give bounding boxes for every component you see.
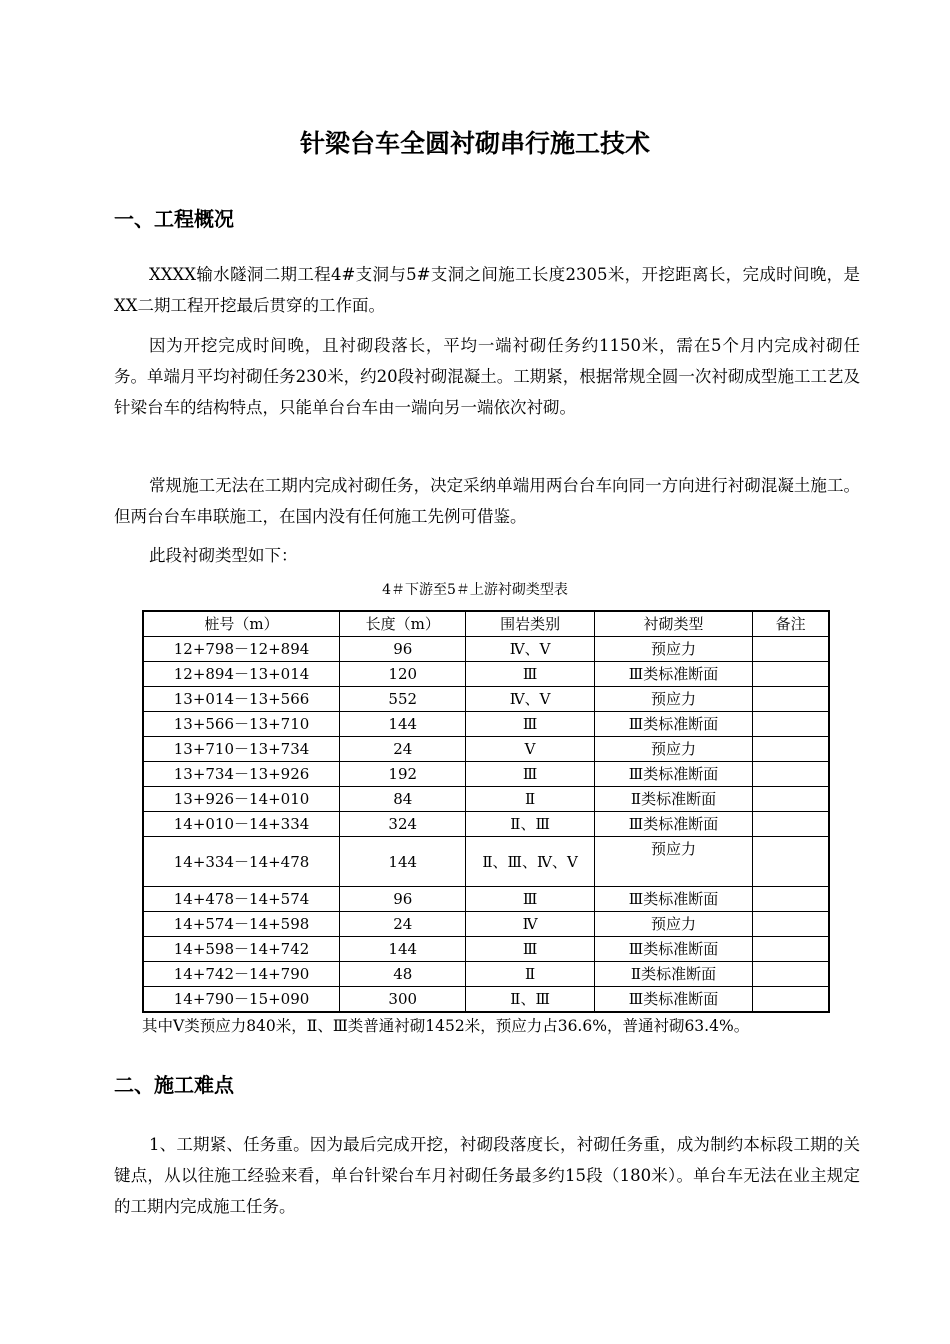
- table-cell: 192: [340, 762, 466, 787]
- table-cell: 13+014－13+566: [143, 687, 340, 712]
- table-cell: Ⅲ类标准断面: [594, 937, 752, 962]
- table-cell: 14+334－14+478: [143, 837, 340, 887]
- table-cell: 84: [340, 787, 466, 812]
- table-cell: Ⅲ: [466, 887, 594, 912]
- table-cell: 144: [340, 712, 466, 737]
- column-header: 围岩类别: [466, 611, 594, 637]
- table-cell: 96: [340, 887, 466, 912]
- table-cell: Ⅱ: [466, 962, 594, 987]
- table-row: [143, 662, 829, 687]
- table-cell: Ⅴ: [466, 737, 594, 762]
- table-cell: Ⅲ: [466, 762, 594, 787]
- column-header: 桩号（m）: [143, 611, 340, 637]
- table-cell: [753, 837, 829, 887]
- table-row: [143, 987, 829, 1013]
- table-cell: 预应力: [594, 737, 752, 762]
- table-cell: 13+566－13+710: [143, 712, 340, 737]
- table-cell: Ⅲ: [466, 712, 594, 737]
- table-cell: Ⅲ类标准断面: [594, 887, 752, 912]
- table-caption: 4＃下游至5＃上游衬砌类型表: [382, 582, 568, 598]
- table-cell: 预应力: [594, 687, 752, 712]
- table-cell: 13+734－13+926: [143, 762, 340, 787]
- table-cell: 144: [340, 937, 466, 962]
- table-cell: Ⅱ类标准断面: [594, 962, 752, 987]
- table-cell: [753, 737, 829, 762]
- table-cell: Ⅲ类标准断面: [594, 987, 752, 1013]
- table-cell: 12+798－12+894: [143, 637, 340, 662]
- table-cell: 14+598－14+742: [143, 937, 340, 962]
- table-cell: 预应力: [594, 637, 752, 662]
- table-cell: Ⅱ、Ⅲ: [466, 812, 594, 837]
- table-cell: Ⅲ类标准断面: [594, 662, 752, 687]
- table-cell: Ⅱ、Ⅲ: [466, 987, 594, 1013]
- table-cell: [753, 712, 829, 737]
- paragraph: 常规施工无法在工期内完成衬砌任务，决定采纳单端用两台台车向同一方向进行衬砌混凝土施工。但两台台车串联施工，在国内没有任何施工先例可借鉴。: [114, 476, 860, 526]
- table-cell: Ⅱ: [466, 787, 594, 812]
- section-heading-overview: 一、工程概况: [114, 207, 234, 231]
- section-heading-difficulties: 二、施工难点: [114, 1073, 234, 1097]
- table-cell: 14+010－14+334: [143, 812, 340, 837]
- table-row: [143, 737, 829, 762]
- table-cell: Ⅲ: [466, 662, 594, 687]
- table-cell: 12+894－13+014: [143, 662, 340, 687]
- paragraph: 因为开挖完成时间晚，且衬砌段落长，平均一端衬砌任务约1150米，需在5个月内完成衬砌任务。单端月平均衬砌任务230米，约20段衬砌混凝土。工期紧，根据常规全圆一次衬砌成型施工工艺及针梁台车的结构特点，只能单台台车由一端向另一端依次衬砌。: [114, 336, 860, 417]
- table-cell: [753, 887, 829, 912]
- table-cell: Ⅳ、Ⅴ: [466, 637, 594, 662]
- lining-type-table: [142, 610, 830, 1013]
- table-row: [143, 887, 829, 912]
- table-cell: 13+926－14+010: [143, 787, 340, 812]
- table-cell: [753, 962, 829, 987]
- table-cell: 24: [340, 737, 466, 762]
- table-row: [143, 962, 829, 987]
- table-header-row: [143, 611, 829, 637]
- table-cell: 预应力: [594, 912, 752, 937]
- table-row: [143, 787, 829, 812]
- table-cell: Ⅳ、Ⅴ: [466, 687, 594, 712]
- table-row: [143, 812, 829, 837]
- table-cell: 552: [340, 687, 466, 712]
- table-cell: [753, 987, 829, 1013]
- table-cell: 14+742－14+790: [143, 962, 340, 987]
- column-header: 长度（m）: [340, 611, 466, 637]
- paragraph: 此段衬砌类型如下：: [149, 546, 298, 565]
- table-row: [143, 762, 829, 787]
- column-header: 备注: [753, 611, 829, 637]
- table-cell: Ⅲ: [466, 937, 594, 962]
- table-cell: [753, 787, 829, 812]
- table-cell: 324: [340, 812, 466, 837]
- table-cell: 预应力: [594, 837, 752, 887]
- table-cell: [753, 687, 829, 712]
- document-title: 针梁台车全圆衬砌串行施工技术: [299, 129, 650, 158]
- table-cell: 48: [340, 962, 466, 987]
- column-header: 衬砌类型: [594, 611, 752, 637]
- table-cell: Ⅲ类标准断面: [594, 762, 752, 787]
- table-cell: [753, 912, 829, 937]
- table-row: [143, 712, 829, 737]
- table-cell: Ⅱ、Ⅲ、Ⅳ、Ⅴ: [466, 837, 594, 887]
- table-cell: 13+710－13+734: [143, 737, 340, 762]
- table-row: [143, 637, 829, 662]
- table-cell: 14+478－14+574: [143, 887, 340, 912]
- table-summary-note: 其中Ⅴ类预应力840米，Ⅱ、Ⅲ类普通衬砌1452米，预应力占36.6%，普通衬砌63.4%。: [142, 1017, 750, 1035]
- table-cell: 24: [340, 912, 466, 937]
- table-row: [143, 937, 829, 962]
- table-cell: 144: [340, 837, 466, 887]
- paragraph: XXXX输水隧洞二期工程4#支洞与5#支洞之间施工长度2305米，开挖距离长，完成时间晚，是XX二期工程开挖最后贯穿的工作面。: [114, 265, 860, 315]
- table-cell: Ⅳ: [466, 912, 594, 937]
- paragraph: 1、工期紧、任务重。因为最后完成开挖，衬砌段落度长，衬砌任务重，成为制约本标段工期的关键点，从以往施工经验来看，单台针梁台车月衬砌任务最多约15段（180米）。单台车无法在业主规定的工期内完成施工任务。: [114, 1135, 860, 1216]
- table-cell: [753, 762, 829, 787]
- table-cell: 14+574－14+598: [143, 912, 340, 937]
- table-cell: [753, 937, 829, 962]
- table-row: [143, 912, 829, 937]
- table-row: [143, 837, 829, 887]
- table-cell: [753, 812, 829, 837]
- table-cell: 96: [340, 637, 466, 662]
- table-cell: Ⅲ类标准断面: [594, 712, 752, 737]
- table-cell: [753, 662, 829, 687]
- table-cell: 120: [340, 662, 466, 687]
- table-cell: Ⅱ类标准断面: [594, 787, 752, 812]
- table-cell: 300: [340, 987, 466, 1013]
- table-cell: Ⅲ类标准断面: [594, 812, 752, 837]
- table-cell: [753, 637, 829, 662]
- table-row: [143, 687, 829, 712]
- table-cell: 14+790－15+090: [143, 987, 340, 1013]
